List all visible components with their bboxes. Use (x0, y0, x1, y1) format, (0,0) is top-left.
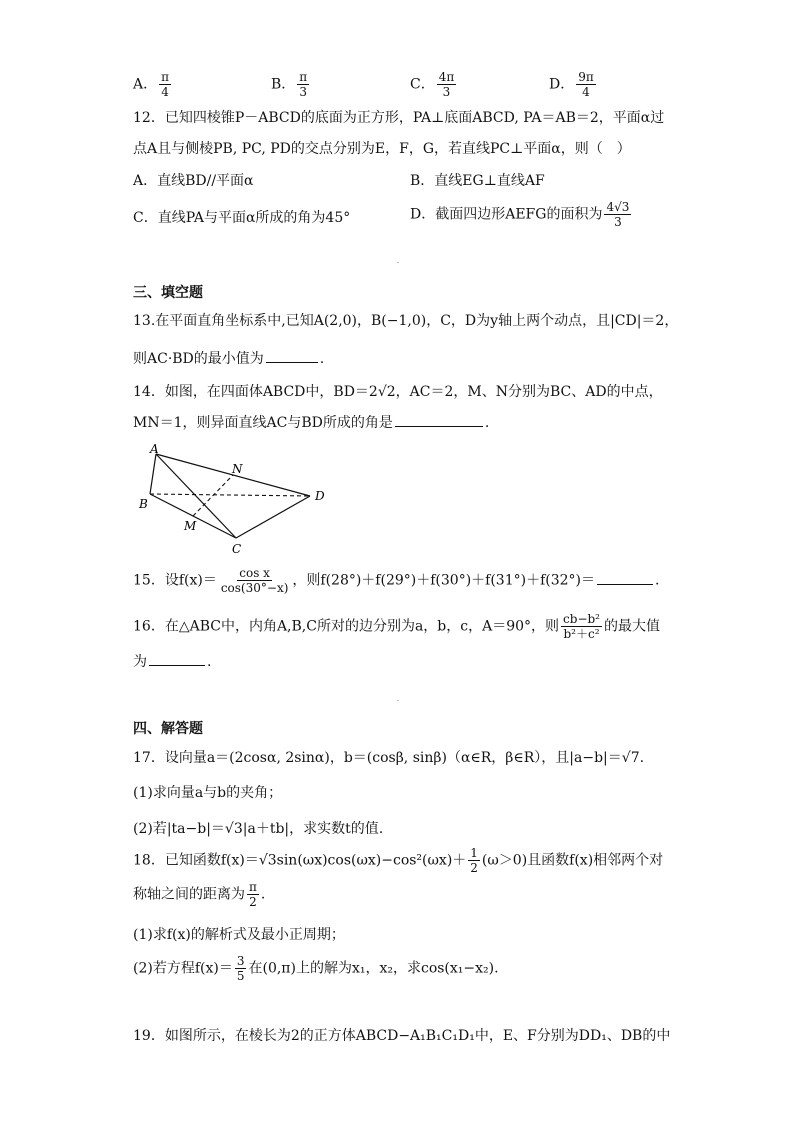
q16-stem-line1: 16．在△ABC中，内角A,B,C所对的边分别为a，b，c，A＝90°，则 $\frac{\text{cb−b²}}{\text{b²＋c²}}$ 的最大值 (133, 612, 660, 641)
q18-fraction-pi-half: $\frac{\pi}{2}$ (249, 880, 257, 909)
q12-option-d-fraction: $\frac{4√3}{3}$ (606, 200, 630, 229)
section-title-fill-in: 三、填空题 (133, 285, 203, 301)
q12-option-b: B．直线EG⊥直线AF (410, 173, 545, 189)
section-title-answer: 四、解答题 (133, 721, 203, 737)
label-c: C (232, 542, 242, 556)
q16-answer-blank[interactable] (149, 651, 205, 666)
q12-option-d: D．截面四边形AEFG的面积为 $\frac{4√3}{3}$ (410, 200, 630, 229)
q11-option-c-fraction: $\frac{4\pi}{3}$ (438, 70, 455, 99)
q15-answer-blank[interactable] (597, 570, 653, 585)
q14-stem-line2: MN＝1，则异面直线AC与BD所成的角是 . (133, 412, 489, 433)
q13-stem-line1: 13.在平面直角坐标系中,已知A(2,0)，B(−1,0)，C，D为y轴上两个动点，且|CD|＝2， (133, 313, 679, 329)
q18-fraction-three-fifths: $\frac{3}{5}$ (236, 954, 245, 983)
q18-stem-line1: 18．已知函数f(x)＝√3sin(ωx)cos(ωx)−cos²(ωx)＋ $\frac{1}{2}$ (ω＞0)且函数f(x)相邻两个对 (133, 846, 664, 875)
q17-stem: 17．设向量a＝(2cosα, 2sinα)，b＝(cosβ, sinβ)（α∈R，β∈R），且|a−b|＝√7. (133, 750, 645, 766)
q12-stem-line1: 12．已知四棱锥P－ABCD的底面为正方形，PA⊥底面ABCD, PA＝AB＝2，平面α过 (133, 110, 665, 126)
edge-ab (150, 454, 156, 494)
label-m: M (184, 519, 197, 533)
q11-option-d: D． $\frac{9\pi}{4}$ (549, 70, 594, 99)
page-mark-2 (397, 700, 399, 701)
q11-option-c: C． $\frac{4\pi}{3}$ (410, 70, 455, 99)
page-mark (397, 262, 399, 263)
label-d: D (315, 489, 325, 503)
edge-cd (236, 496, 310, 538)
q12-option-c: C．直线PA与平面α所成的角为45° (133, 210, 351, 226)
q11-option-a-fraction: $\frac{\pi}{4}$ (161, 70, 170, 99)
q13-answer-blank[interactable] (266, 348, 318, 363)
q11-option-d-fraction: $\frac{9\pi}{4}$ (578, 70, 594, 99)
q14-stem-line1: 14．如图，在四面体ABCD中，BD＝2√2，AC＝2，M、N分别为BC、AD的中点， (133, 384, 663, 400)
q18-stem-line2: 称轴之间的距离为 $\frac{\pi}{2}$ . (133, 880, 266, 909)
q13-stem-line2: 则AC·BD的最小值为 . (133, 348, 324, 369)
q14-answer-blank[interactable] (395, 412, 483, 427)
q11-option-b: B． $\frac{\pi}{3}$ (271, 70, 308, 99)
q12-option-a: A．直线BD//平面α (133, 173, 254, 189)
edge-bd-hidden (150, 494, 310, 496)
q16-fraction: $\frac{\text{cb−b²}}{\text{b²＋c²}}$ (563, 612, 600, 641)
q17-sub1: (1)求向量a与b的夹角； (133, 785, 283, 801)
q18-fraction-half: $\frac{1}{2}$ (470, 846, 478, 875)
q19-stem-line1: 19．如图所示，在棱长为2的正方体ABCD−A₁B₁C₁D₁中，E、F分别为DD₁、DB的中 (133, 1028, 671, 1044)
q15-fraction: $\frac{\text{cos x}}{\cos(30^\circ-x)}$ (220, 566, 289, 595)
q15-stem: 15．设f(x)＝ $\frac{\text{cos x}}{\cos(30^\circ-x)}$ ，则f(28°)＋f(29°)＋f(30°)＋f(31°)＋f(32°)＝ . (133, 566, 660, 595)
label-a: A (150, 442, 159, 456)
q17-sub2: (2)若|ta−b|＝√3|a＋tb|，求实数t的值. (133, 821, 384, 837)
q12-stem-line2: 点A且与侧棱PB, PC, PD的交点分别为E，F，G，若直线PC⊥平面α，则（ ） (133, 141, 631, 157)
q11-option-a: A． $\frac{\pi}{4}$ (133, 70, 170, 99)
tetrahedron-figure (130, 440, 340, 560)
q11-option-b-fraction: $\frac{\pi}{3}$ (299, 70, 308, 99)
label-b: B (139, 497, 148, 511)
q18-sub1: (1)求f(x)的解析式及最小正周期； (133, 927, 345, 943)
label-n: N (232, 462, 243, 476)
q18-sub2: (2)若方程f(x)＝ $\frac{3}{5}$ 在(0,π)上的解为x₁，x₂，求cos(x₁−x₂). (133, 954, 499, 983)
q16-stem-line2: 为 . (133, 651, 211, 672)
